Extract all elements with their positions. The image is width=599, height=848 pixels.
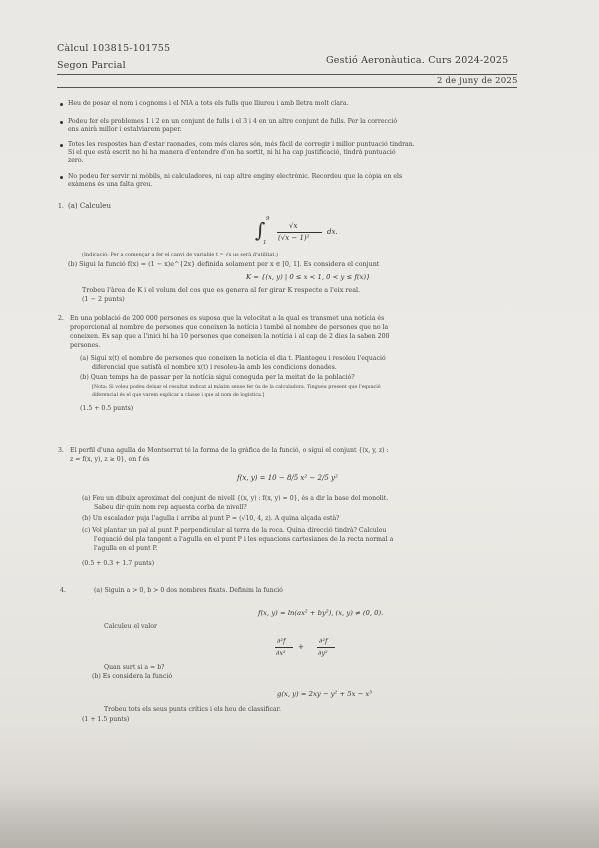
problem3-points: (0.5 + 0.3 + 1.7 punts) (82, 560, 155, 567)
header-rule-top (57, 74, 517, 75)
problem2b-line1: (b) Quan temps ha de passar per la notícia sigui coneguda per la meitat de la població? (80, 374, 355, 381)
problem3a-line1: (a) Feu un dibuix aproximat del conjunt de nivell {(x, y) : f(x, y) = 0}, és a dir la base del monolit. (82, 495, 389, 502)
integral-sign: ∫ (255, 218, 266, 242)
integral-numerator: √x (289, 222, 298, 230)
bullet-2 (60, 121, 63, 124)
problem4-find: Trobeu tots els seus punts crítics i els heu de classificar. (104, 706, 281, 713)
laplacian-plus: + (298, 643, 304, 651)
problem4b-line1: (b) Es considera la funció (92, 673, 173, 680)
problem2-intro1: En una població de 200 000 persones es suposa que la velocitat a la qual es transmet una notícia és (70, 315, 385, 322)
laplacian-bar1 (275, 647, 293, 648)
problem2a-line2: diferencial que satisfà el nombre x(t) i resoleu-la amb les condicions donades. (92, 364, 337, 371)
header-rule-bottom (57, 87, 517, 88)
instruction-3: Totes les respostes han d'estar raonades, com més clares són, més fàcil de corregir i millor puntuació tindran. (68, 141, 415, 148)
problem4a-line1: (a) Siguin a > 0, b > 0 dos nombres fixats. Definim la funció (94, 587, 283, 594)
instruction-4b: exàmens és una falta greu. (68, 181, 153, 188)
problem1a-label: (a) Calculeu (68, 202, 111, 210)
problem1b-text: (b) Sigui la funció f(x) = (1 − x)e^{2x} definida solament per x ∈ [0, 1]. Es considera el conjunt (68, 260, 380, 268)
problem1-points: (1 − 2 punts) (82, 295, 125, 303)
instruction-4: No podeu fer servir ni mòbils, ni calculadores, ni cap altre enginy electrònic. Recordeu que la còpia en els (68, 173, 403, 180)
exam-title: Segon Parcial (57, 60, 126, 71)
bullet-4 (60, 176, 63, 179)
problem1b-text2: Trobeu l'àrea de K i el volum del cos que es genera al fer girar K respecte a l'eix real. (82, 286, 361, 294)
problem2-intro2: proporcional al nombre de persones que coneixen la notícia i també al nombre de persones que no la (70, 324, 389, 331)
problem2-note2: diferencial és el que varem explicar a classe i que al nom de logística.] (92, 393, 265, 398)
problem3c-line2: l'equació del pla tangent a l'agulla en el punt P i les equacions cartesianes de la recta normal a (94, 536, 394, 543)
problem4-formula: f(x, y) = ln(ax² + by²), (x, y) ≠ (0, 0). (258, 609, 384, 617)
problem3-intro2: z = f(x, y), z ≥ 0}, on f és (70, 456, 150, 463)
instruction-3c: zero. (68, 157, 84, 164)
exam-date: 2 de juny de 2025 (437, 76, 518, 86)
problem2-intro3: coneixen. Es sap que a l'inici hi ha 10 persones que coneixen la notícia i al cap de 2 dies la saben 200 (70, 333, 390, 340)
problem4-g-formula: g(x, y) = 2xy − y² + 5x − x³ (277, 690, 372, 698)
integral-lower: 1 (263, 240, 267, 246)
integral-denominator: (√x − 1)² (278, 234, 310, 242)
problem3c-line3: l'agulla en el punt P. (94, 545, 158, 552)
problem3b-line1: (b) Un escalador puja l'agulla i arriba al punt P = (√10, 4, z). A quina alçada està? (82, 515, 340, 522)
course-title: Càlcul 103815-101755 (57, 43, 171, 54)
problem3c-line1: (c) Vol plantar un pal al punt P perpendicular al terra de la roca. Quina direcció tindrà? Calculeu (82, 527, 387, 534)
problem4-points: (1 + 1.5 punts) (82, 716, 130, 723)
problem3-number: 3. (58, 447, 64, 454)
instruction-2: Podeu fer els problemes 1 i 2 en un conjunt de fulls i el 3 i 4 en un altre conjunt de fulls. Per la correcció (68, 118, 398, 125)
laplacian-num2: ∂²f (319, 637, 328, 645)
problem3a-line2: Sabeu dir quin nom rep aquesta corba de nivell? (94, 504, 247, 511)
problem4-calc: Calculeu el valor (104, 623, 157, 630)
problem4-when: Quan surt si a = b? (104, 664, 165, 671)
integral-upper: 9 (266, 216, 270, 222)
problem2-number: 2. (58, 315, 64, 322)
problem2-intro4: persones. (70, 342, 101, 349)
problem3-formula: f(x, y) = 10 − 8/5 x² − 2/5 y² (237, 474, 338, 482)
instruction-1: Heu de posar el nom i cognoms i el NIA a tots els fulls que lliureu i amb lletra molt clara. (68, 100, 349, 107)
problem1-number: 1. (58, 203, 64, 210)
bullet-3 (60, 144, 63, 147)
problem2-note1: [Nota: Si voleu podeu deixar el resultat indicat al màxim sense fer ús de la calculadora. Tingueu present que l'equació (92, 385, 381, 390)
bullet-1 (60, 103, 63, 106)
problem4-number: 4. (60, 587, 66, 594)
integral-fraction-bar (277, 232, 322, 233)
laplacian-den1: ∂x² (276, 649, 286, 657)
paper-shadow (0, 785, 599, 848)
problem1-hint: (Indicació: Per a començar a fer el canvi de variable t = √x us serà d'utilitat.) (82, 252, 278, 258)
laplacian-den2: ∂y² (318, 649, 328, 657)
problem1-set: K = {(x, y) | 0 ≤ x < 1, 0 < y ≤ f(x)} (246, 273, 371, 281)
problem2-points: (1.5 + 0.5 punts) (80, 405, 134, 412)
instruction-2b: ens anirà millor i estalviarem paper. (68, 126, 182, 133)
laplacian-num1: ∂²f (277, 637, 286, 645)
degree-title: Gestió Aeronàutica. Curs 2024-2025 (326, 55, 509, 66)
instruction-3b: Si el que està escrit no hi ha manera d'entendre d'on ha sortit, ni hi ha cap justificació, tindrà puntuació (68, 149, 396, 156)
laplacian-bar2 (317, 647, 335, 648)
problem2a-line1: (a) Sigui x(t) el nombre de persones que coneixen la notícia el dia t. Plantegeu i resoleu l'equació (80, 355, 386, 362)
problem3-intro1: El perfil d'una agulla de Montserrat té la forma de la gràfica de la funció, o sigui el conjunt {(x, y, z) : (70, 447, 389, 454)
integral-dx: dx. (327, 228, 338, 236)
